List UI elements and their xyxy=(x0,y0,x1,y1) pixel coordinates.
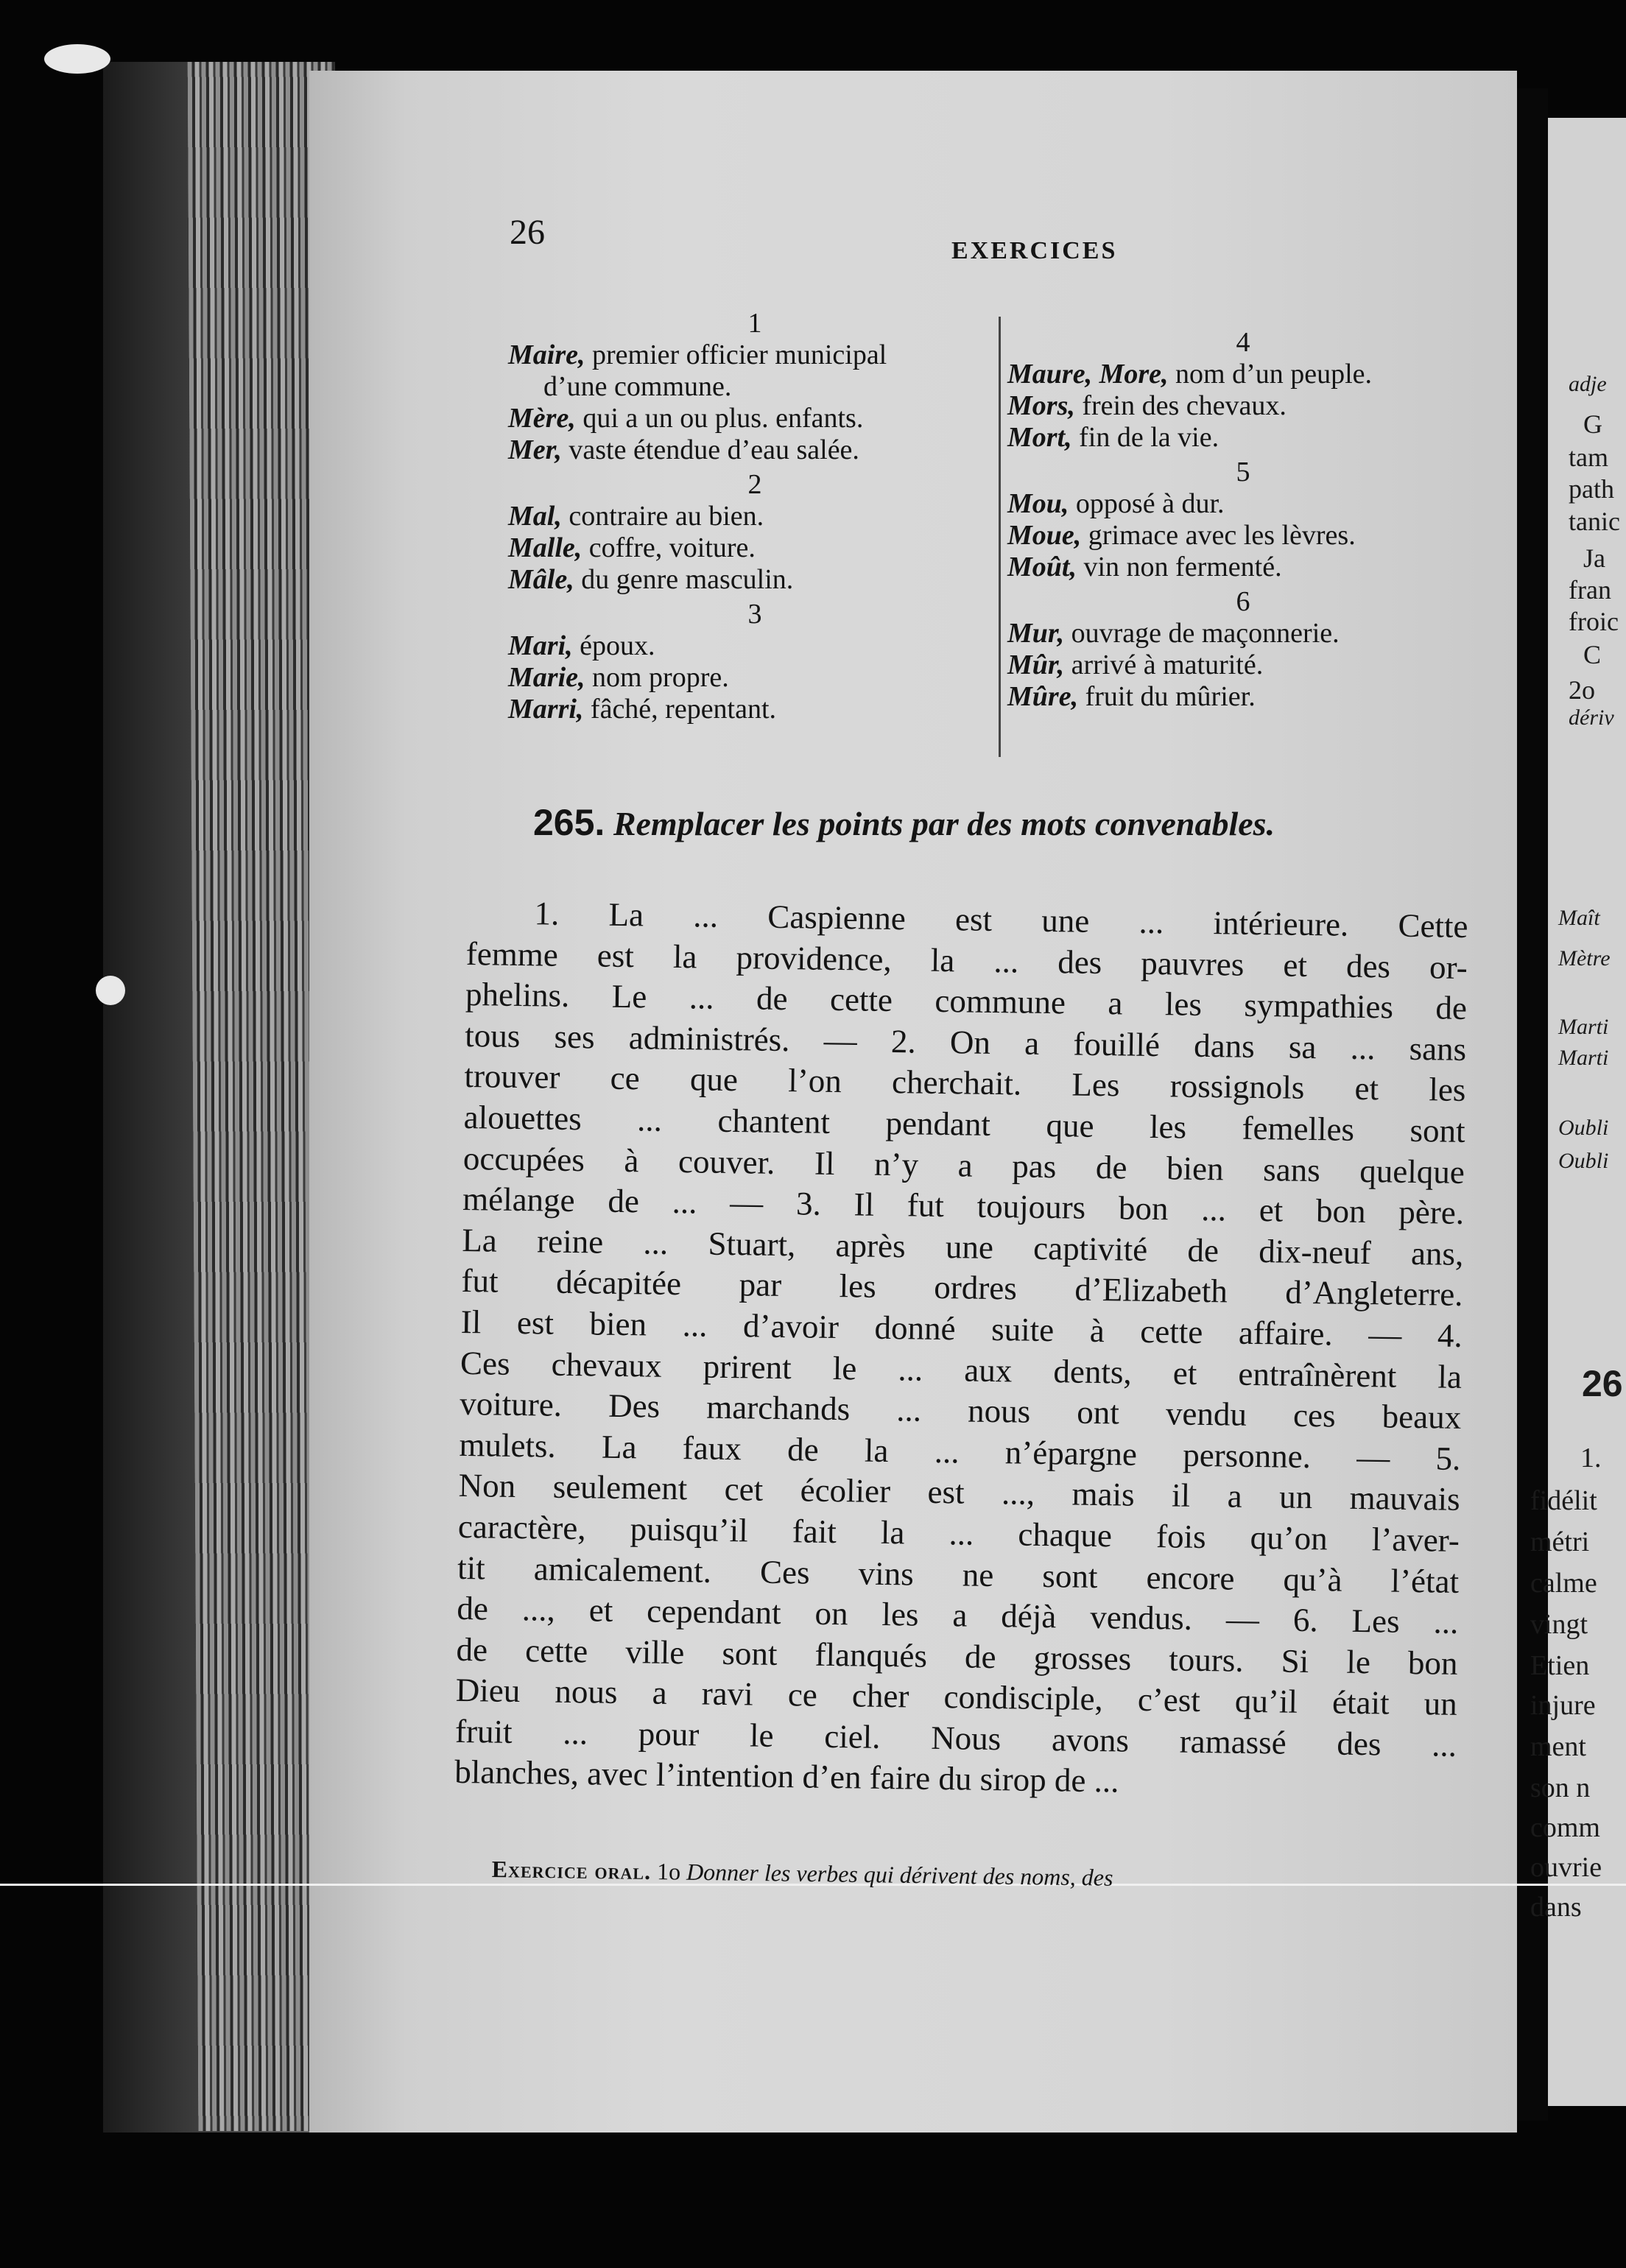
scan-speck xyxy=(44,44,110,74)
facing-page-fragment: path xyxy=(1569,474,1614,504)
running-head: EXERCICES xyxy=(951,237,1118,264)
homonym-definition: fâché, repentant. xyxy=(583,694,777,725)
homonym-word: Mal, xyxy=(508,501,562,532)
facing-page-fragment: ment xyxy=(1530,1731,1586,1762)
oral-exercise-label: Exercice oral. xyxy=(491,1856,652,1885)
homonym-definition: nom d’un peuple. xyxy=(1168,359,1373,390)
facing-page-fragment: Ja xyxy=(1583,543,1605,573)
facing-page-fragment: G xyxy=(1583,409,1602,439)
homonym-entry xyxy=(1007,649,1479,681)
exercise-line: Ces chevaux prirent le ... aux dents, et entraînèrent la xyxy=(460,1344,1463,1395)
homonym-entry xyxy=(1007,390,1479,422)
homonym-entry xyxy=(1007,520,1479,552)
group-number: 6 xyxy=(1236,586,1250,617)
exercise-line: de cette ville sont flanqués de grosses tours. Si le bon xyxy=(456,1630,1458,1682)
homonym-definition: premier officier municipal xyxy=(585,339,887,370)
homonym-column-left xyxy=(508,308,1002,725)
facing-page-fragment: Maît xyxy=(1558,906,1600,930)
homonym-definition: frein des chevaux. xyxy=(1074,390,1287,421)
homonym-word: Mer, xyxy=(508,434,562,465)
exercise-line: fruit ... pour le ciel. Nous avons ramassé des ... xyxy=(454,1712,1457,1764)
facing-page-fragment: 1. xyxy=(1580,1443,1602,1473)
facing-page-fragment: Oubli xyxy=(1558,1149,1609,1173)
homonym-entry xyxy=(508,564,1002,596)
oral-exercise-text: Donner les verbes qui dérivent des noms, des xyxy=(686,1858,1113,1891)
exercise-line: Non seulement cet écolier est ..., mais il a un mauvais xyxy=(458,1467,1460,1518)
homonym-word: Maire, xyxy=(508,339,585,370)
homonym-definition: vin non fermenté. xyxy=(1076,552,1282,582)
facing-page-fragment: Oubli xyxy=(1558,1116,1609,1140)
facing-page-fragment: fidélit xyxy=(1530,1485,1597,1516)
homonym-word: Marie, xyxy=(508,662,585,693)
homonym-word: Mûre, xyxy=(1007,681,1079,712)
facing-page-fragment: vingt xyxy=(1530,1609,1588,1640)
facing-page-fragment: Etien xyxy=(1530,1650,1590,1681)
group-number: 2 xyxy=(747,469,762,500)
exercise-line: 1. La ... Caspienne est une ... intérieure. Cette xyxy=(534,895,1468,945)
homonym-entry xyxy=(508,694,1002,725)
page-number: 26 xyxy=(510,213,545,252)
facing-page-fragment: injure xyxy=(1530,1690,1596,1721)
homonym-entry xyxy=(1007,488,1479,520)
homonym-entry xyxy=(508,371,1002,403)
homonym-word: Malle, xyxy=(508,532,583,563)
homonym-word: Mâle, xyxy=(508,564,574,595)
exercise-line: de ..., et cependant on les a déjà vendus. — 6. Les ... xyxy=(457,1590,1459,1641)
exercise-line: Il est bien ... d’avoir donné suite à cette affaire. — 4. xyxy=(460,1303,1463,1354)
facing-page-fragment: adje xyxy=(1569,372,1607,396)
homonym-definition: contraire au bien. xyxy=(561,501,764,532)
homonym-word: Mur, xyxy=(1007,618,1065,649)
scan-speck xyxy=(96,976,125,1005)
facing-page-fragment: tam xyxy=(1569,443,1608,472)
homonym-entry xyxy=(508,434,1002,466)
homonym-entry xyxy=(1007,359,1479,390)
homonym-definition: vaste étendue d’eau salée. xyxy=(561,434,859,465)
facing-page-fragment: tanic xyxy=(1569,507,1620,536)
homonym-word: Maure, More, xyxy=(1007,359,1169,390)
exercise-number: 265. xyxy=(533,802,605,843)
group-number: 1 xyxy=(747,308,762,339)
exercise-heading xyxy=(533,801,1275,844)
exercise-line: femme est la providence, la ... des pauvres et des or- xyxy=(465,934,1468,986)
exercise-line: Dieu nous a ravi ce cher condisciple, c’est qu’il était un xyxy=(455,1672,1458,1723)
homonym-column-right xyxy=(1007,324,1479,713)
exercise-text xyxy=(454,892,1468,1807)
homonym-entry xyxy=(508,501,1002,532)
exercise-line: voiture. Des marchands ... nous ont vendu ces beaux xyxy=(459,1385,1462,1437)
homonym-entry xyxy=(508,662,1002,694)
homonym-word: Moût, xyxy=(1007,552,1077,582)
homonym-word: Mort, xyxy=(1007,422,1072,453)
homonym-word: Mors, xyxy=(1007,390,1075,421)
exercise-line: mulets. La faux de la ... n’épargne personne. — 5. xyxy=(459,1426,1461,1477)
exercise-line: fut décapitée par les ordres d’Elizabeth d’Angleterre. xyxy=(461,1262,1463,1314)
exercise-title: Remplacer les points par des mots convenables. xyxy=(613,805,1275,842)
homonym-entry xyxy=(1007,552,1479,583)
homonym-entry xyxy=(508,403,1002,434)
exercise-line: blanches, avec l’intention d’en faire du sirop de ... xyxy=(454,1753,1119,1800)
homonym-word: Mère, xyxy=(508,403,576,434)
exercise-line: tit amicalement. Ces vins ne sont encore qu’à l’état xyxy=(457,1549,1460,1600)
facing-page-fragment: Mètre xyxy=(1558,946,1611,971)
homonym-definition: époux. xyxy=(572,630,655,661)
facing-page-fragment: 2o xyxy=(1569,675,1595,705)
homonym-definition: nom propre. xyxy=(585,662,729,693)
facing-page-fragment: calme xyxy=(1530,1568,1597,1599)
facing-page-fragment: C xyxy=(1583,640,1602,669)
facing-page-fragment: comm xyxy=(1530,1812,1600,1843)
exercise-line: mélange de ... — 3. Il fut toujours bon ... et bon père. xyxy=(462,1180,1465,1232)
exercise-line: La reine ... Stuart, après une captivité de dix-neuf ans, xyxy=(462,1221,1464,1272)
exercise-line: tous ses administrés. — 2. On a fouillé dans sa ... sans xyxy=(464,1016,1467,1068)
facing-page-fragment: fran xyxy=(1569,575,1611,605)
homonym-entry xyxy=(508,339,1002,371)
homonym-word: Moue, xyxy=(1007,520,1082,551)
homonym-definition: coffre, voiture. xyxy=(582,532,756,563)
homonym-definition: ouvrage de maçonnerie. xyxy=(1064,618,1340,649)
exercise-line: alouettes ... chantent pendant que les femelles sont xyxy=(463,1098,1465,1149)
facing-page-fragment: dériv xyxy=(1569,705,1614,730)
homonym-entry xyxy=(508,532,1002,564)
homonym-definition: du genre masculin. xyxy=(574,564,794,595)
group-number: 3 xyxy=(747,599,762,630)
homonym-word: Mari, xyxy=(508,630,573,661)
group-number: 5 xyxy=(1236,457,1250,487)
homonym-entry xyxy=(508,630,1002,662)
facing-page-heading: 26 xyxy=(1582,1363,1623,1404)
homonym-definition: arrivé à maturité. xyxy=(1064,649,1264,680)
homonym-definition: opposé à dur. xyxy=(1069,488,1225,519)
group-number: 4 xyxy=(1236,327,1250,358)
exercise-line: occupées à couver. Il n’y a pas de bien sans quelque xyxy=(462,1139,1465,1191)
exercise-line: trouver ce que l’on cherchait. Les rossignols et les xyxy=(464,1057,1466,1109)
facing-page-fragment: métri xyxy=(1530,1526,1590,1557)
homonym-definition: fin de la vie. xyxy=(1071,422,1220,453)
exercise-line: phelins. Le ... de cette commune a les sympathies de xyxy=(465,976,1468,1027)
facing-page-fragment: Marti xyxy=(1558,1015,1609,1039)
oral-exercise-number: 1o xyxy=(656,1858,681,1885)
homonym-definition: qui a un ou plus. enfants. xyxy=(575,403,864,434)
homonym-entry xyxy=(1007,618,1479,649)
homonym-entry xyxy=(1007,681,1479,713)
homonym-word: Mou, xyxy=(1007,488,1069,519)
facing-page-fragment: dans xyxy=(1530,1892,1582,1923)
homonym-definition: grimace avec les lèvres. xyxy=(1081,520,1356,551)
homonym-definition: d’une commune. xyxy=(543,371,732,402)
homonym-word: Marri, xyxy=(508,694,584,725)
facing-page-fragment: ouvrie xyxy=(1530,1852,1602,1883)
homonym-entry xyxy=(1007,422,1479,454)
exercise-line: caractère, puisqu’il fait la ... chaque fois qu’on l’aver- xyxy=(457,1507,1460,1559)
facing-page-fragment: froic xyxy=(1569,607,1619,636)
facing-page-fragment: son n xyxy=(1530,1772,1591,1803)
facing-page-fragment: Marti xyxy=(1558,1046,1609,1070)
homonym-definition: fruit du mûrier. xyxy=(1078,681,1256,712)
homonym-word: Mûr, xyxy=(1007,649,1065,680)
